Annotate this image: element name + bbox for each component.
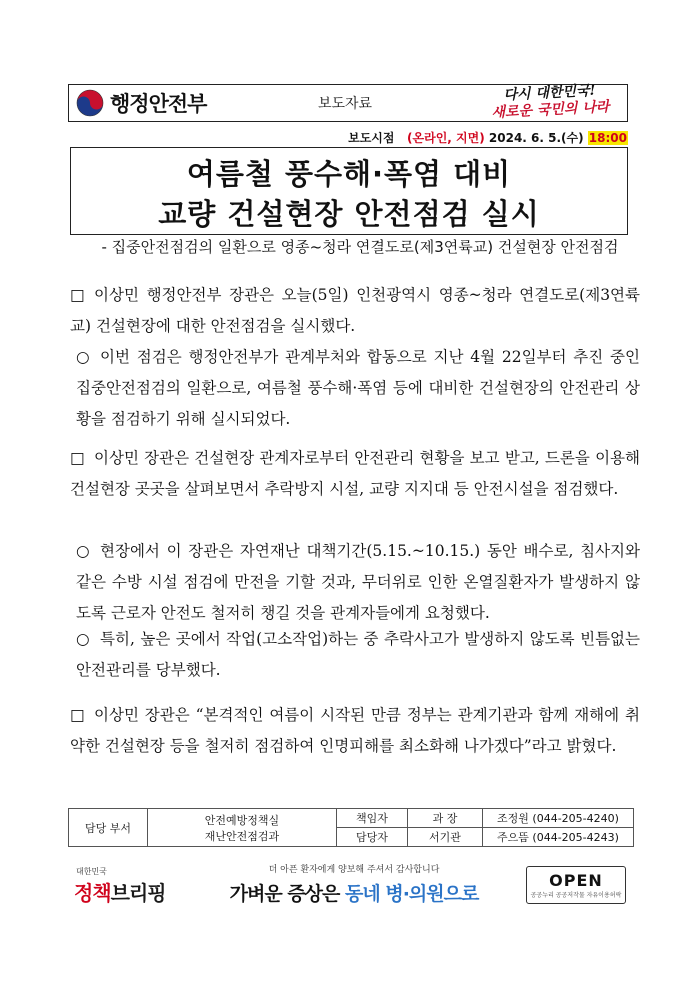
release-date: 2024. 6. 5.(수) [488,131,584,145]
title-line-1: 여름철 풍수해·폭염 대비 [186,157,512,191]
release-channel: (온라인, 지면) [407,131,485,145]
title-line-2: 교량 건설현장 안전점검 실시 [158,197,540,231]
title-cell: 서기관 [408,828,483,847]
paragraph-2 [76,342,640,435]
role-cell: 책임자 [337,809,408,828]
open-label: OPEN [549,871,603,890]
release-time [348,129,628,146]
slogan-line-1: 다시 대한민국! [503,82,596,104]
paragraph-text: 특히, 높은 곳에서 작업(고소작업)하는 중 추락사고가 발생하지 않도록 빈틈없는 안전관리를 당부했다. [76,630,640,679]
person-cell: 주으뜸 (044-205-4243) [483,828,634,847]
briefing-name [74,877,166,906]
paragraph-text: 이번 점검은 행정안전부가 관계부처와 합동으로 지난 4월 22일부터 추진 중인 집중안전점검의 일환으로, 여름철 풍수해·폭염 등에 대비한 건설현장의 안전관리 상황을 점검하기 위해 실시되었다. [76,348,640,428]
release-hour: 18:00 [588,131,627,145]
paragraph-text: 이상민 행정안전부 장관은 오늘(5일) 인천광역시 영종~청라 연결도로(제3연륙교) 건설현장에 대한 안전점검을 실시했다. [70,286,640,335]
paragraph-4 [76,536,640,629]
contact-table [68,808,634,847]
doc-type: 보도자료 [317,96,373,112]
open-sub-label: 공공누리 공공저작물 자유이용허락 [530,892,622,899]
campaign-banner [196,862,512,906]
release-label: 보도시점 [348,131,395,145]
briefing-name-b: 브리핑 [110,881,166,905]
dept-label: 담당 부서 [69,809,148,847]
person-cell: 조정원 (044-205-4240) [483,809,634,828]
briefing-small-text: 대한민국 [76,867,107,876]
paragraph-text: 이상민 장관은 “본격적인 여름이 시작된 만큼 정부는 관계기관과 함께 재해에 취약한 건설현장 등을 철저히 점검하여 인명피해를 최소화해 나가겠다”라고 밝혔다. [70,706,640,755]
taegeuk-emblem-icon [76,89,104,117]
role-cell: 담당자 [337,828,408,847]
circle-bullet: ○ [76,630,90,648]
square-bullet: □ [70,706,85,724]
table-row [69,809,634,828]
paragraph-5 [76,624,640,686]
campaign-part-a: 가벼운 증상은 [229,883,346,905]
subtitle: - 집중안전점검의 일환으로 영종~청라 연결도로(제3연륙교) 건설현장 안전점검 [101,238,619,256]
policy-briefing-logo [74,866,166,906]
slogan-line-2: 새로운 국민의 나라 [491,98,610,122]
paragraph-6 [70,700,640,762]
paragraph-3 [70,443,640,505]
ministry-name: 행정안전부 [110,92,207,116]
square-bullet: □ [70,286,85,304]
dept-line-1: 안전예방정책실 [204,813,280,827]
open-license-badge [526,866,626,904]
circle-bullet: ○ [76,348,90,366]
paragraph-text: 이상민 장관은 건설현장 관계자로부터 안전관리 현황을 보고 받고, 드론을 이용해 건설현장 곳곳을 살펴보면서 추락방지 시설, 교량 지지대 등 안전시설을 점검했다. [70,449,640,498]
paragraph-text: 현장에서 이 장관은 자연재난 대책기간(5.15.~10.15.) 동안 배수로, 침사지와 같은 수방 시설 점검에 만전을 기할 것과, 무더위로 인한 온열질환자가 발생하지 않도록 근로자 안전도 철저히 챙길 것을 관계자들에게 요청했다. [76,542,640,622]
dept-line-2: 재난안전점검과 [204,829,280,843]
briefing-name-a: 정책 [74,881,111,905]
paragraph-1 [70,280,640,342]
square-bullet: □ [70,449,85,467]
title-cell: 과 장 [408,809,483,828]
campaign-main-text [196,879,512,906]
ministry-logo [76,88,206,118]
dept-name [148,809,337,847]
campaign-part-b: 동네 병·의원으로 [345,883,479,905]
circle-bullet: ○ [76,542,90,560]
campaign-top-text: 더 아픈 환자에게 양보해 주셔서 감사합니다 [268,865,440,875]
